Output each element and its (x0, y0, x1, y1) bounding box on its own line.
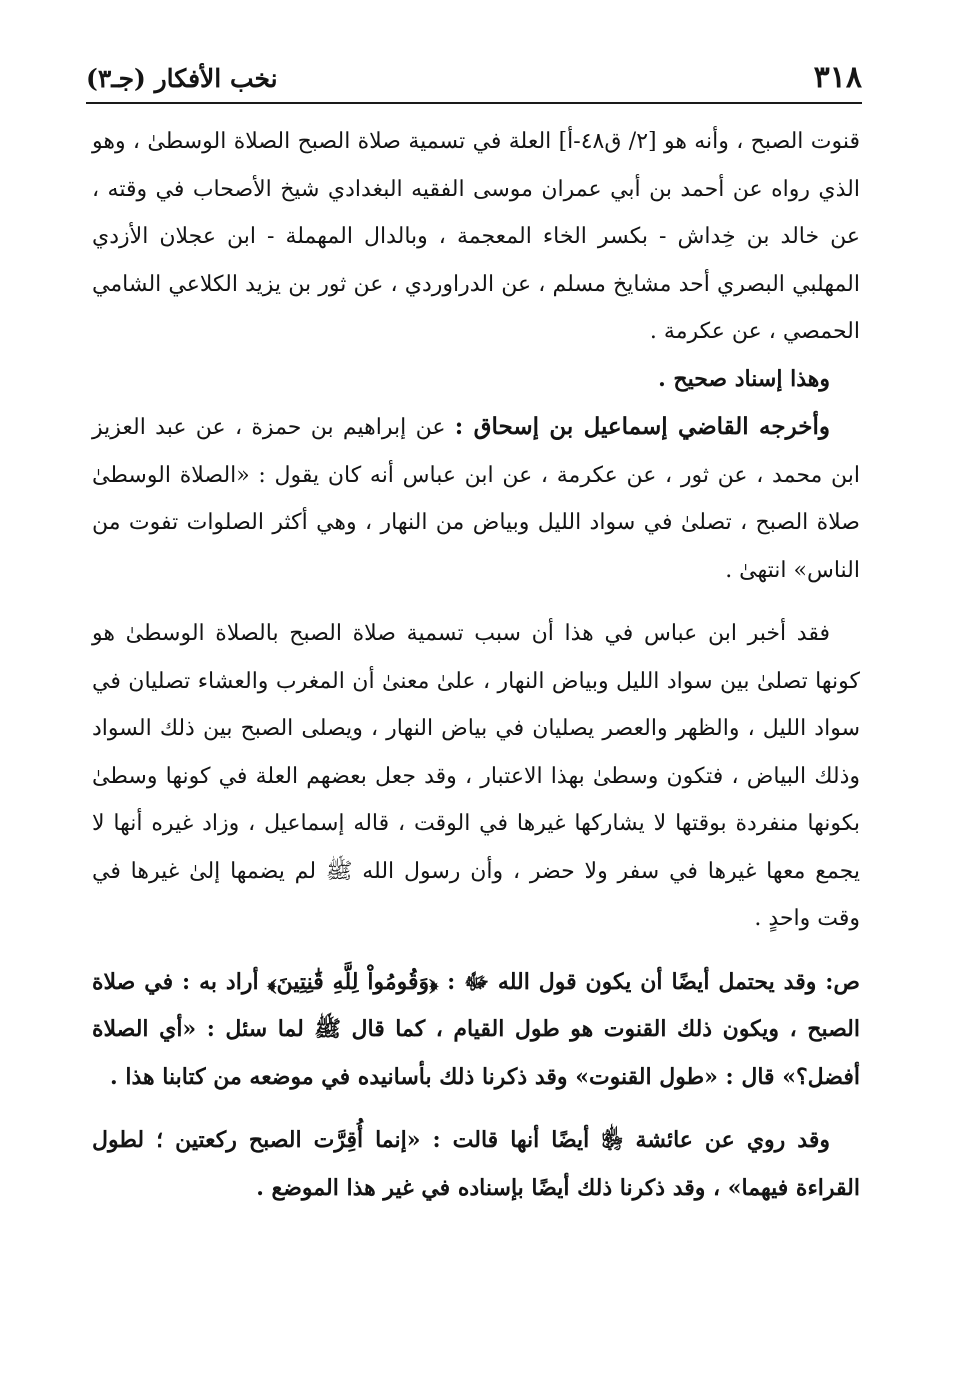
narration-text: عن إبراهيم بن حمزة ، عن عبد العزيز ابن محمد ، عن ثور ، عن عكرمة ، عن ابن عباس أنه كان يقول : «الصلاة الوسطىٰ صلاة الصبح ، تصلىٰ في سواد الليل وبياض من النهار ، وهي أكثر الصلوات تفوت من الناس» انتهىٰ . (92, 415, 860, 583)
paragraph-ibn-abbas-explanation: فقد أخبر ابن عباس في هذا أن سبب تسمية صلاة الصبح بالصلاة الوسطىٰ هو كونها تصلىٰ بين سواد الليل وبياض النهار ، علىٰ معنىٰ أن المغرب والعشاء تصليان في سواد الليل ، والظهر والعصر يصليان في بياض النهار ، ويصلى الصبح بين ذلك السواد وذلك البياض ، فتكون وسطىٰ بهذا الاعتبار ، وقد جعل بعضهم العلة في كونها وسطىٰ بكونها منفردة بوقتها لا يشاركها غيرها في الوقت ، قاله إسماعيل ، وزاد غيره أنها لا يجمع معها غيرها في سفر ولا حضر ، وأن رسول الله ﷺ لم يضمها إلىٰ غيرها في وقت واحدٍ . (92, 621, 860, 931)
page-number: ٣١٨ (813, 60, 862, 95)
paragraph-qunut-commentary: ص: وقد يحتمل أيضًا أن يكون قول الله ﷻ : ﴿وَقُومُواْ لِلَّهِ قَٰنِتِينَ﴾ أراد به : في صلاة الصبح ، ويكون ذلك القنوت هو طول القيام ، كما قال ﷺ لما سئل : «أي الصلاة أفضل؟» قال : «طول القنوت» وقد ذكرنا ذلك بأسانيده في موضعه من كتابنا هذا . (92, 968, 860, 1090)
narration-lead: وأخرجه القاضي إسماعيل بن إسحاق : (454, 413, 830, 440)
running-title: نخب الأفكار (جـ٣) (86, 64, 278, 93)
paragraph-isnad-explanation: قنوت الصبح ، وأنه هو [٢/ ق٤٨-أ] العلة في تسمية صلاة الصبح الصلاة الوسطىٰ ، وهو الذي رواه عن أحمد بن أبي عمران موسى الفقيه البغدادي شيخ الأصحاب في وقته ، عن خالد بن خِداش - بكسر الخاء المعجمة ، وبالدال المهملة - ابن عجلان الأزدي المهلبي البصري أحد مشايخ مسلم ، عن الدراوردي ، عن ثور بن يزيد الكلاعي الشامي الحمصي ، عن عكرمة . (92, 129, 860, 344)
paragraph-aisha-narration: وقد روي عن عائشة ﵂ أيضًا أنها قالت : «إنما أُقِرَّت الصبح ركعتين ؛ لطول القراءة فيهما» ، وقد ذكرنا ذلك أيضًا بإسناده في غير هذا الموضع . (92, 1127, 860, 1201)
paragraph-isnad-verdict: وهذا إسناد صحيح . (658, 365, 830, 392)
page-header (86, 58, 862, 104)
page-body (92, 118, 860, 1212)
paragraph-ismail-narration (92, 403, 860, 594)
